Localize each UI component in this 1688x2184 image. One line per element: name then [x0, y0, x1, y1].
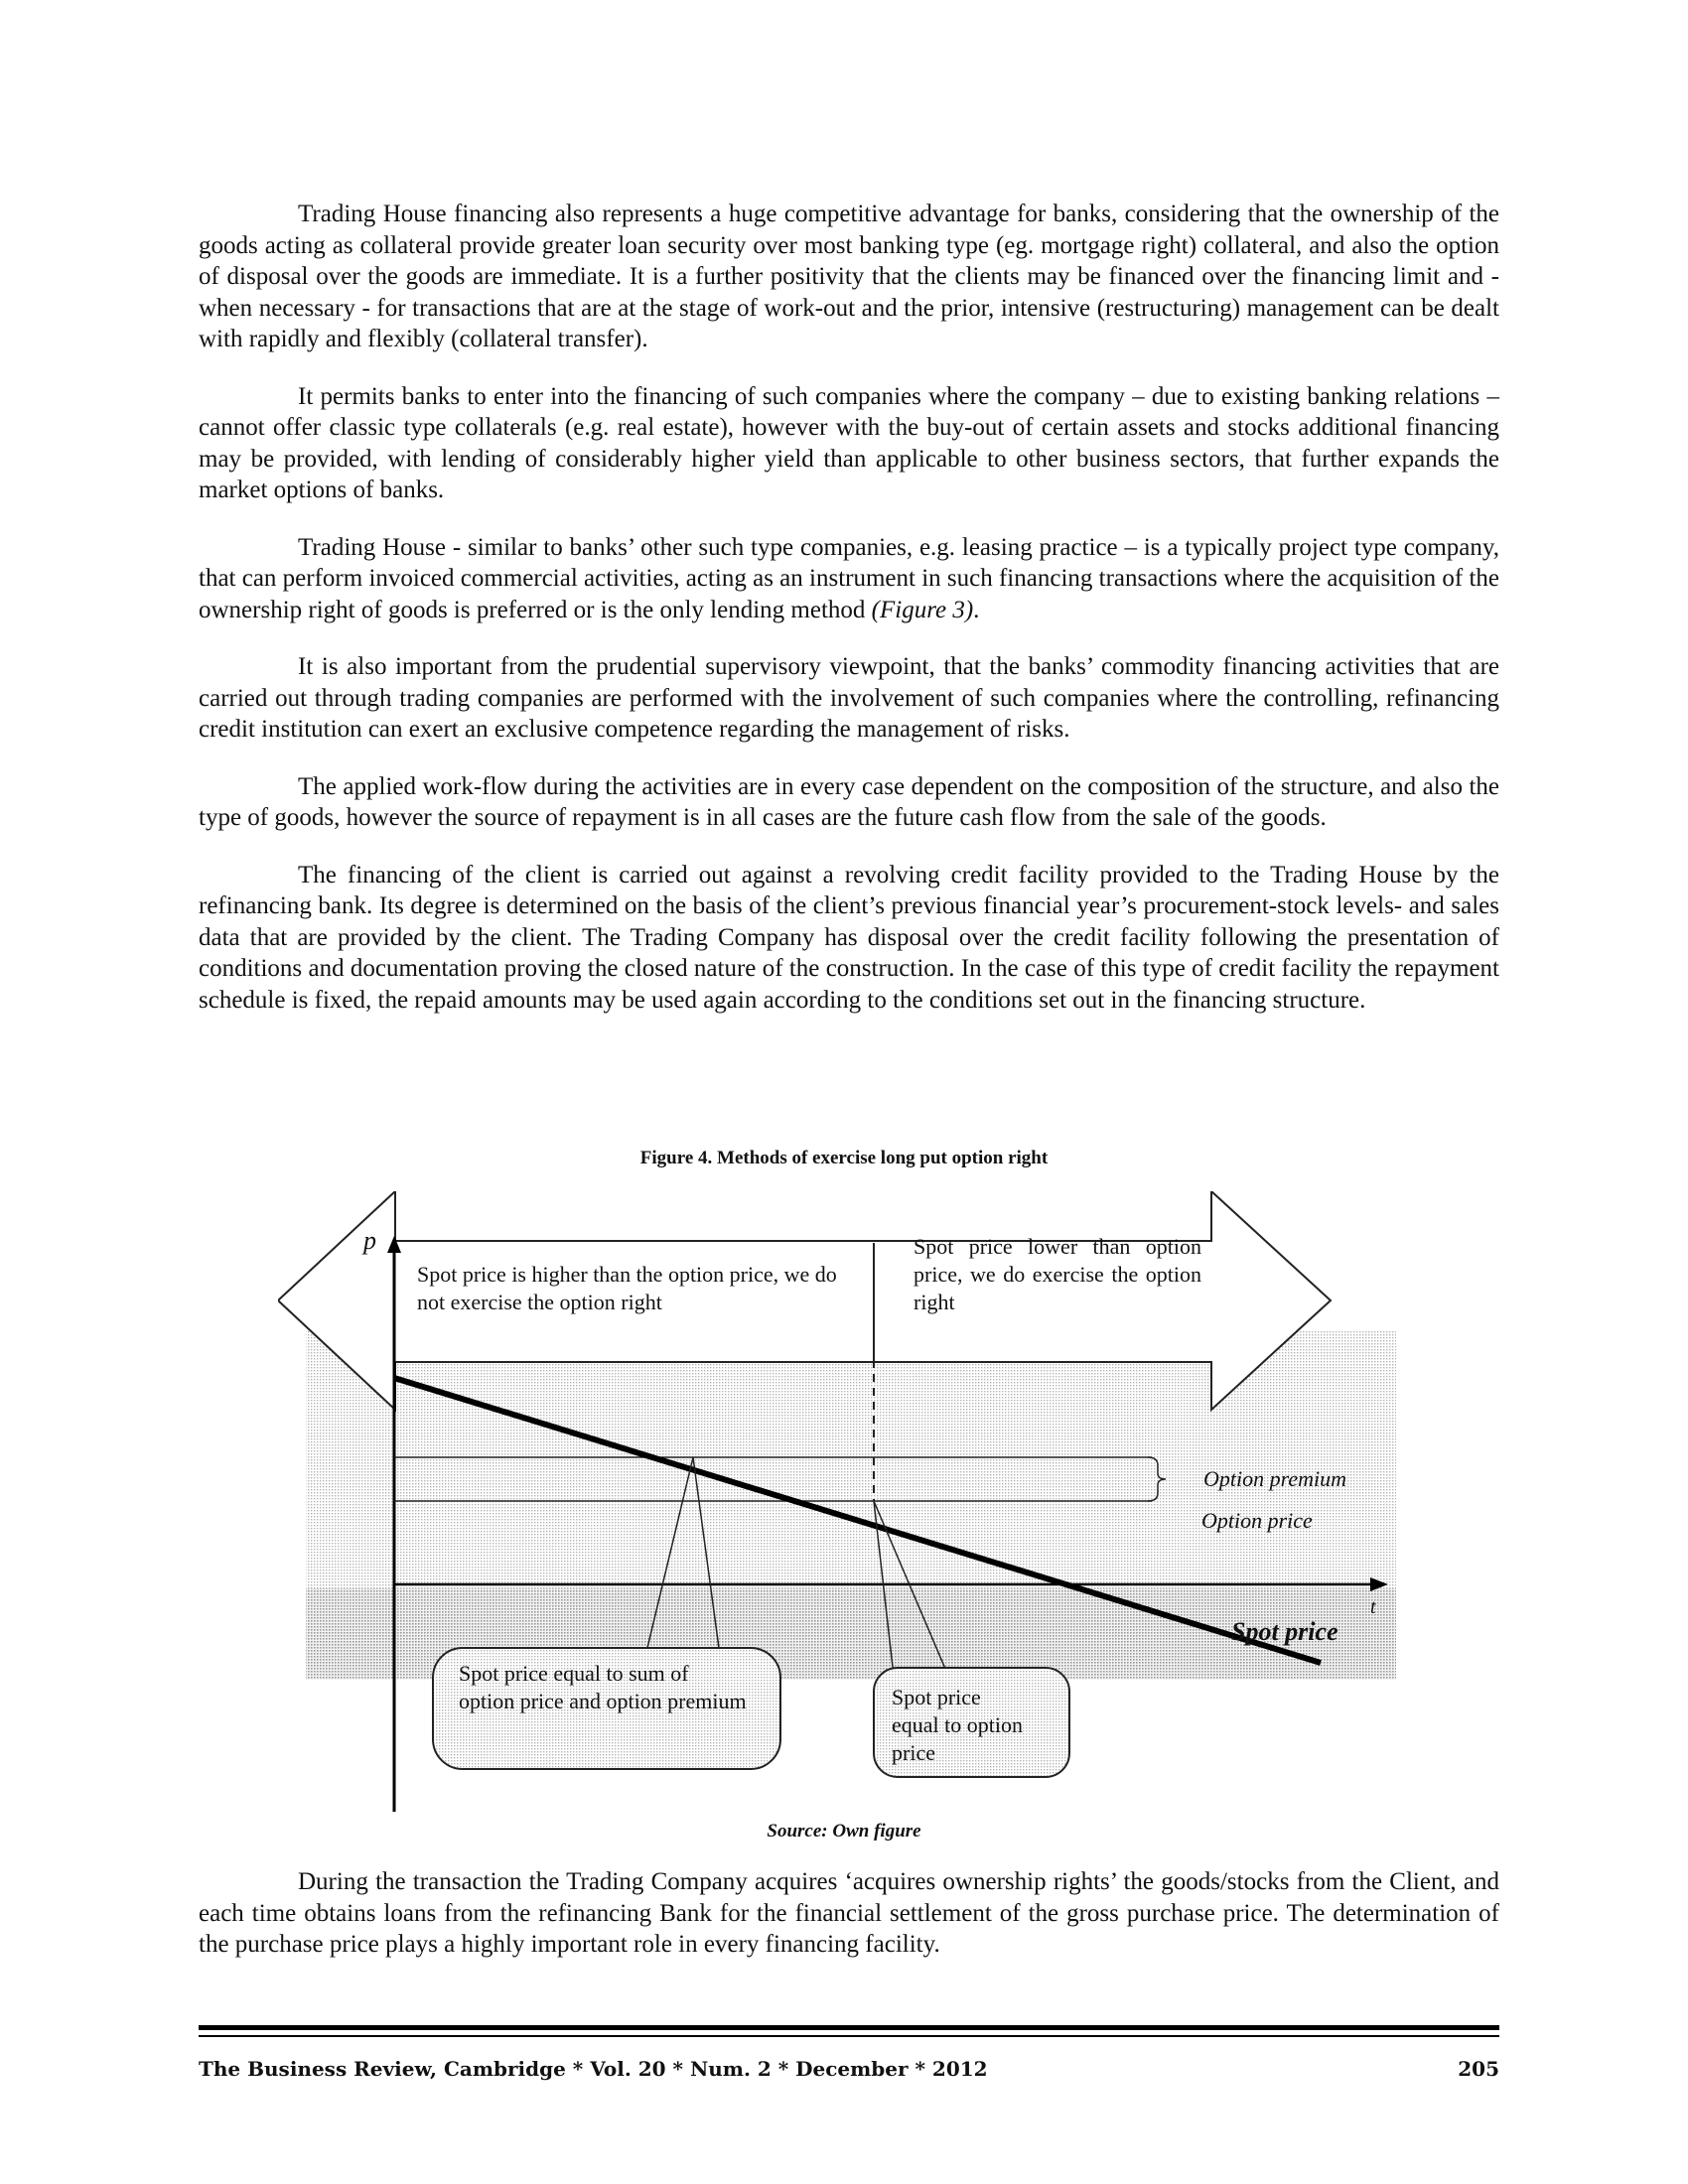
figure-reference: (Figure 3)	[871, 596, 974, 623]
page-number: 205	[1458, 2057, 1499, 2081]
paragraph-2: It permits banks to enter into the financing of such companies where the company – due to existing banking relations – cannot offer classic type collaterals (e.g. real estate), however with the buy-out of certain assets and stocks additional financing may be provided, with lending of considerably higher yield than applicable to other business sectors, that further expands the market options of banks.	[199, 382, 1499, 503]
figure-4	[278, 1191, 1430, 1837]
paragraph-3-end: .	[973, 596, 980, 623]
paragraph-6: The financing of the client is carried out against a revolving credit facility provided to the Trading House by the refinancing bank. Its degree is determined on the basis of the client’s previous financial year’s procurement-stock levels- and sales data that are provided by the client. The Trading Company has disposal over the credit facility following the presentation of conditions and documentation proving the closed nature of the construction. In the case of this type of credit facility the repayment schedule is fixed, the repaid amounts may be used again according to the conditions set out in the financing structure.	[199, 861, 1499, 1014]
callout-right-text: Spot price equal to option price	[892, 1685, 1023, 1765]
option-premium-label: Option premium	[1203, 1466, 1347, 1491]
footer-rule-thin	[199, 2035, 1499, 2037]
callout-left-text: Spot price equal to sum of option price and option premium	[459, 1661, 747, 1713]
paragraph-7: During the transaction the Trading Company acquires ‘acquires ownership rights’ the goods/stocks from the Client, and each time obtains loans from the refinancing Bank for the financial settlement of the gross purchase price. The determination of the purchase price plays a highly important role in every financing facility.	[199, 1868, 1499, 1958]
x-axis-label: t	[1370, 1596, 1376, 1618]
figure-source: Source: Own figure	[767, 1821, 921, 1842]
y-axis-label: p	[363, 1226, 376, 1255]
right-arrow-text: Spot price lower than option price, we do exercise the option right	[914, 1234, 1201, 1314]
left-arrow-text: Spot price is higher than the option price, we do not exercise the option right	[417, 1262, 837, 1314]
journal-citation: The Business Review, Cambridge * Vol. 20 * Num. 2 * December * 2012	[199, 2057, 988, 2081]
spot-price-label: Spot price	[1231, 1617, 1338, 1646]
paragraph-1: Trading House financing also represents a huge competitive advantage for banks, considering that the ownership of the goods acting as collateral provide greater loan security over most banking type (eg. mortgage right) collateral, and also the option of disposal over the goods are immediate. It is a further positivity that the clients may be financed over the financing limit and - when necessary - for transactions that are at the stage of work-out and the prior, intensive (restructuring) management can be dealt with rapidly and flexibly (collateral transfer).	[199, 201, 1499, 352]
paragraph-3	[199, 532, 1499, 626]
page-footer	[199, 2057, 1499, 2081]
body-text	[199, 199, 1499, 1041]
option-price-label: Option price	[1201, 1508, 1313, 1533]
paragraph-5: The applied work-flow during the activities are in every case dependent on the composition of the structure, and also the type of goods, however the source of repayment is in all cases are the future cash flow from the sale of the goods.	[199, 772, 1499, 831]
paragraph-3-text: Trading House - similar to banks’ other such type companies, e.g. leasing practice – is a typically project type company, that can perform invoiced commercial activities, acting as an instrument in such financing transactions where the acquisition of the ownership right of goods is preferred or is the only lending method	[199, 533, 1499, 623]
footer-rule-thick	[199, 2025, 1499, 2030]
body-text-after-figure	[199, 1866, 1499, 1986]
figure-caption: Figure 4. Methods of exercise long put option right	[639, 1148, 1049, 1168]
paragraph-4: It is also important from the prudential supervisory viewpoint, that the banks’ commodity financing activities that are carried out through trading companies are performed with the involvement of such companies where the controlling, refinancing credit institution can exert an exclusive competence regarding the management of risks.	[199, 653, 1499, 743]
